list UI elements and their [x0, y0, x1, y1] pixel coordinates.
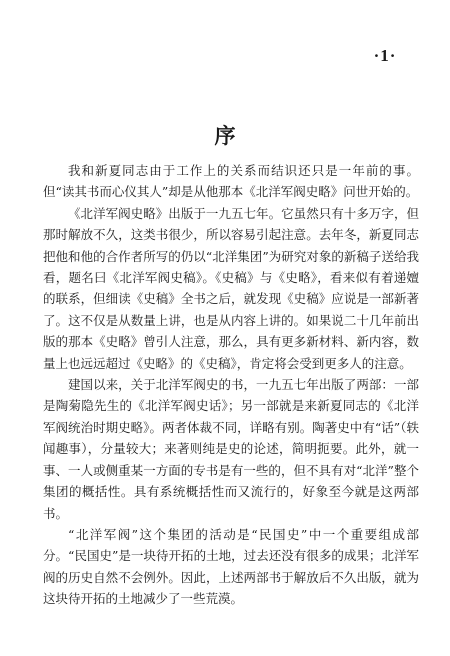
paragraph-1: 我和新夏同志由于工作上的关系而结识还只是一年前的事。但“读其书而心仪其人”却是从他那本《北洋军阀史略》问世开始的。 — [43, 163, 419, 200]
preface-title: 序 — [214, 123, 236, 148]
paragraph-4: “北洋军阀”这个集团的活动是“民国史”中一个重要组成部分。“民国史”是一块待开拓的土地，过去还没有很多的成果；北洋军阀的历史自然不会例外。因此，上述两部书于解放后不久出版，就为这块待开拓的土地减少了一些荒漠。 — [43, 526, 419, 607]
page-number: ·1· — [373, 46, 397, 65]
paragraph-3: 建国以来，关于北洋军阀史的书，一九五七年出版了两部：一部是陶菊隐先生的《北洋军阀史话》；另一部就是来新夏同志的《北洋军阀统治时期史略》。两者体裁不同，详略有别。陶著史中有“话”（轶闻趣事），分量较大；来著则纯是史的论述，简明扼要。此外，就一事、一人或侧重某一方面的专书是有一些的，但不具有对“北洋”整个集团的概括性。具有系统概括性而又流行的，好象至今就是这两部书。 — [43, 377, 419, 521]
preface-body — [43, 160, 419, 610]
paragraph-2: 《北洋军阀史略》出版于一九五七年。它虽然只有十多万字，但那时解放不久，这类书很少，所以容易引起注意。去年冬，新夏同志把他和他的合作者所写的仍以“北洋集团”为研究对象的新稿子送给我看，题名曰《北洋军阀史稿》。《史稿》与《史略》，看来似有着递嬗的联系，但细读《史稿》全书之后，就发现《史稿》应说是一部新著了。这不仅是从数量上讲，也是从内容上讲的。如果说二十几年前出版的那本《史略》曾引人注意，那么，具有更多新材料、新内容，数量上也远远超过《史略》的《史稿》，肯定将会受到更多人的注意。 — [43, 205, 419, 371]
